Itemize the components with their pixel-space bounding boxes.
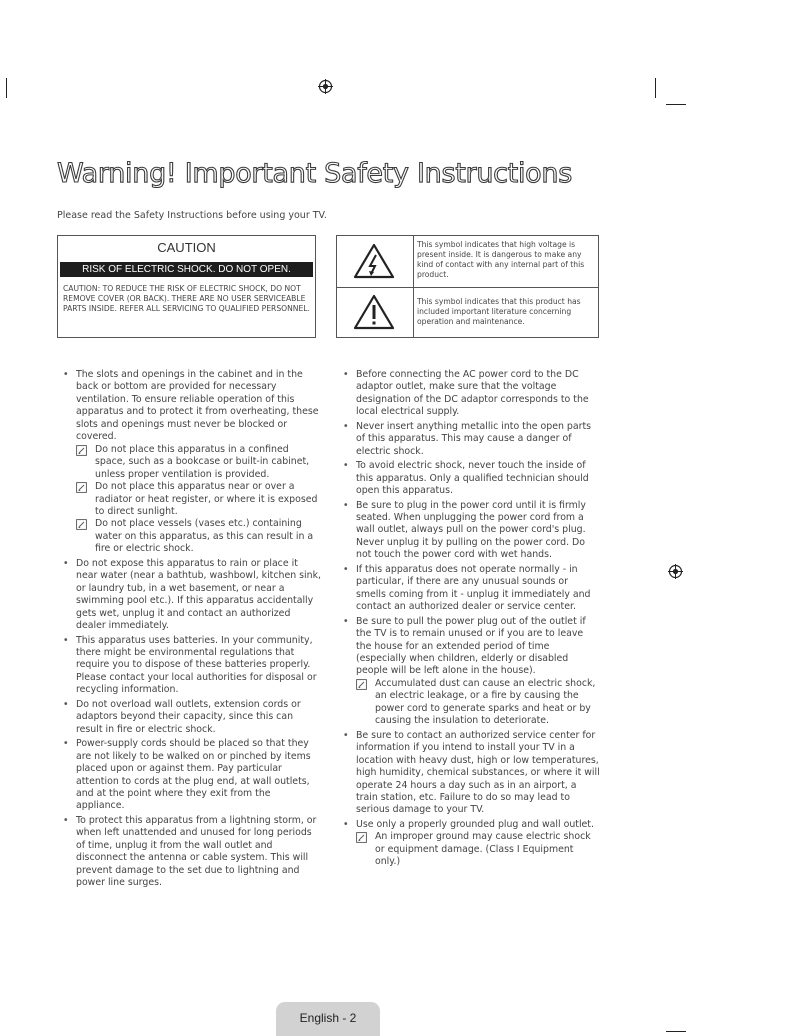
list-item — [337, 616, 600, 728]
list-item — [337, 460, 600, 497]
page-number: English - 2 — [299, 1011, 357, 1025]
crop-mark — [6, 78, 7, 98]
note-icon — [76, 445, 87, 456]
symbol-row-high-voltage — [337, 236, 598, 288]
safety-list-right — [337, 369, 600, 871]
list-item-text: • If this apparatus does not operate normally - in particular, if there are any unusual sounds or smells coming from it - unplug it immediately and contact an authorized dealer or service center. — [356, 563, 591, 613]
list-item — [57, 558, 321, 633]
symbol-legend — [336, 235, 599, 338]
list-item — [337, 369, 600, 419]
list-item-text: • Never insert anything metallic into the open parts of this apparatus. This may cause a danger of electric shock. — [356, 420, 592, 457]
page-number-tab — [276, 1002, 380, 1036]
note-icon — [356, 832, 367, 843]
list-item — [57, 369, 321, 556]
crop-mark — [666, 104, 686, 105]
exclamation-warning-icon — [352, 293, 396, 331]
list-item-text: • Before connecting the AC power cord to the DC adaptor outlet, make sure that the voltage designation of the DC adaptor corresponds to the local electrical supply. — [356, 369, 589, 418]
symbol-row-important-literature — [337, 287, 598, 337]
crop-mark — [655, 78, 656, 98]
note-item — [76, 444, 321, 481]
list-item-text: • This apparatus uses batteries. In your community, there might be environmental regulations that require you to dispose of these batteries properly. Please contact your local authorities for disposal or recycling information. — [76, 634, 317, 696]
list-item — [337, 421, 600, 458]
list-item-text: • Power-supply cords should be placed so that they are not likely to be walked on or pinched by items placed upon or against them. Pay particular attention to cords at the plug end, at wall outlets, and at the point where they exit from the appliance. — [76, 738, 311, 812]
page-title: Warning! Important Safety Instructions — [57, 158, 572, 189]
registration-mark-icon — [668, 564, 683, 579]
list-item-text: • Do not overload wall outlets, extension cords or adaptors beyond their capacity, since this can result in fire or electric shock. — [76, 698, 301, 735]
note-text: Do not place vessels (vases etc.) containing water on this apparatus, as this can result in a fire or electric shock. — [95, 518, 314, 555]
list-item — [337, 730, 600, 817]
list-item — [57, 635, 321, 697]
note-icon — [76, 519, 87, 530]
caution-text: CAUTION: TO REDUCE THE RISK OF ELECTRIC SHOCK, DO NOT REMOVE COVER (OR BACK). THERE ARE NO USER SERVICEABLE PARTS INSIDE. REFER ALL SERVICING TO QUALIFIED PERSONNEL. — [63, 284, 310, 313]
list-item-text: • The slots and openings in the cabinet and in the back or bottom are provided for necessary ventilation. To ensure reliable operation of this apparatus and to protect it from overheating, these slots and openings must never be blocked or covered. — [76, 369, 319, 443]
high-voltage-warning-icon — [352, 242, 396, 280]
list-item — [337, 564, 600, 614]
symbol-description: This symbol indicates that this product has included important literature concerning operation and maintenance. — [417, 297, 581, 326]
note-text: An improper ground may cause electric shock or equipment damage. (Class I Equipment only.) — [375, 831, 591, 868]
list-item-text: • To protect this apparatus from a lightning storm, or when left unattended and unused for long periods of time, unplug it from the wall outlet and disconnect the antenna or cable system. This will prevent damage to the set due to lightning and power line surges. — [76, 814, 317, 889]
note-item — [76, 481, 321, 518]
list-item — [57, 815, 321, 890]
note-text: Accumulated dust can cause an electric shock, an electric leakage, or a fire by causing the power cord to generate sparks and heat or by causing the insulation to deteriorate. — [375, 677, 596, 727]
list-item-text: • To avoid electric shock, never touch the inside of this apparatus. Only a qualified technician should open this apparatus. — [356, 460, 589, 497]
crop-mark — [666, 1031, 686, 1032]
note-icon — [356, 679, 367, 690]
list-item-text: • Be sure to pull the power plug out of the outlet if the TV is to remain unused or if you are to leave the house for an extended period of time (especially when children, elderly or disabled people will be left alone in the house). — [356, 615, 586, 677]
list-item-text: • Be sure to plug in the power cord until it is firmly seated. When unplugging the power cord from a wall outlet, always pull on the power cord's plug. Never unplug it by pulling on the power cord. Do not touch the power cord with wet hands. — [356, 499, 586, 561]
list-item — [57, 738, 321, 813]
list-item-text: • Use only a properly grounded plug and wall outlet. — [356, 818, 594, 830]
note-text: Do not place this apparatus near or over a radiator or heat register, or where it is exposed to direct sunlight. — [95, 481, 318, 517]
note-item — [76, 518, 321, 555]
note-item — [356, 678, 600, 728]
caution-heading: CAUTION — [157, 240, 216, 255]
list-item — [57, 699, 321, 736]
note-item — [356, 831, 600, 868]
page-subtitle: Please read the Safety Instructions before using your TV. — [57, 210, 327, 221]
note-icon — [76, 482, 87, 493]
list-item-text: • Do not expose this apparatus to rain or place it near water (near a bathtub, washbowl, kitchen sink, or laundry tub, in a wet basement, or near a swimming pool etc.). If this apparatus accidentally gets wet, unplug it and contact an authorized dealer immediately. — [76, 557, 321, 632]
safety-list-left — [57, 369, 321, 892]
list-item-text: • Be sure to contact an authorized service center for information if you intend to install your TV in a location with heavy dust, high or low temperatures, high humidity, chemical substances, or where it will operate 24 hours a day such as in an airport, a train station, etc. Failure to do so may lead to serious damage to your TV. — [356, 729, 600, 816]
caution-box — [57, 235, 316, 338]
caution-banner: RISK OF ELECTRIC SHOCK. DO NOT OPEN. — [60, 262, 313, 277]
symbol-description: This symbol indicates that high voltage is present inside. It is dangerous to make any kind of contact with any internal part of this product. — [417, 240, 585, 279]
registration-mark-icon — [318, 79, 333, 94]
list-item — [337, 500, 600, 562]
note-text: Do not place this apparatus in a confined space, such as a bookcase or built-in cabinet, unless proper ventilation is provided. — [95, 443, 310, 480]
list-item — [337, 819, 600, 869]
